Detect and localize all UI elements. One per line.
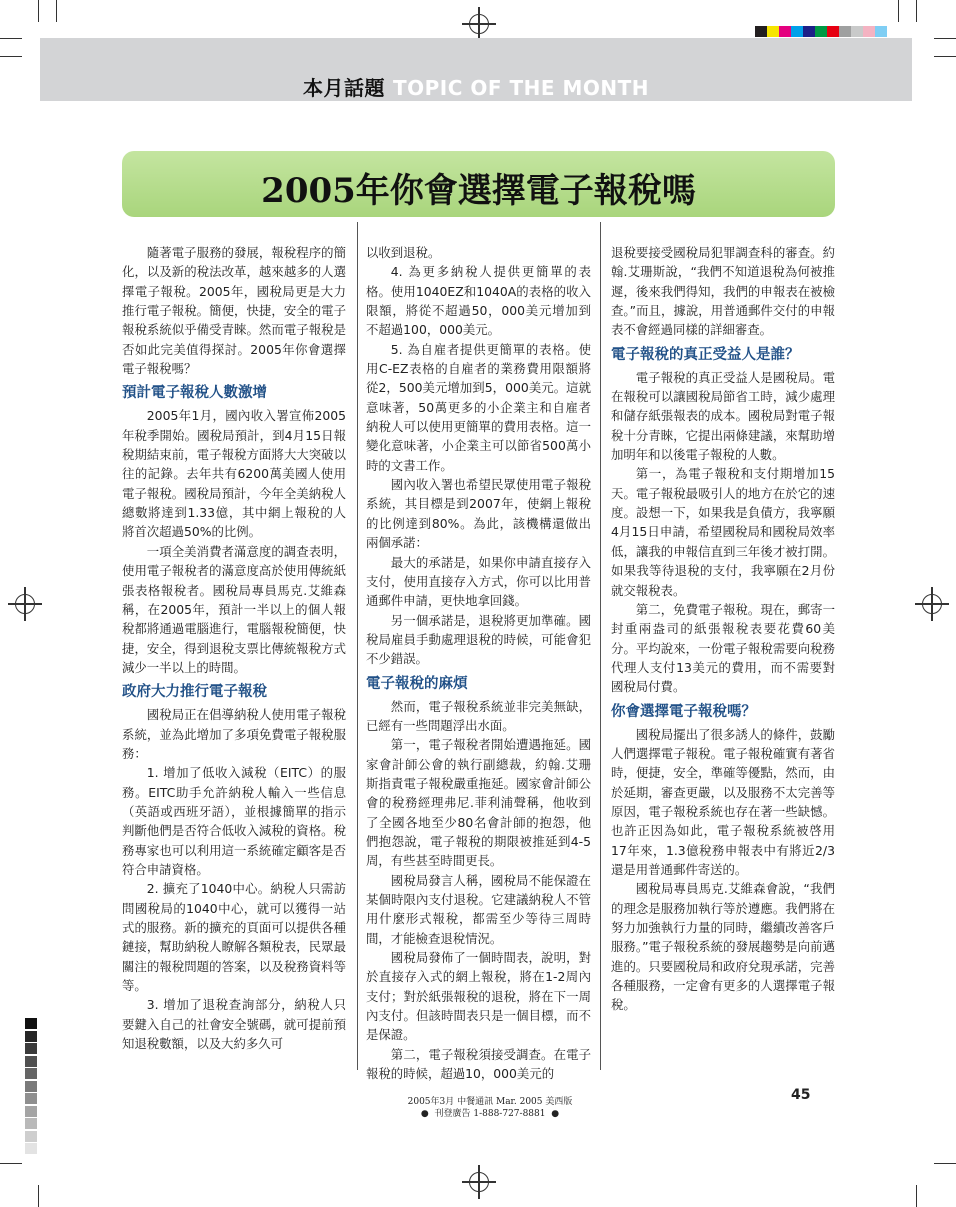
- color-swatch: [851, 26, 863, 37]
- gray-swatch: [25, 1106, 37, 1117]
- gray-swatch: [25, 1018, 37, 1029]
- color-swatch: [803, 26, 815, 37]
- paragraph: 最大的承諾是，如果你申請直接存入支付，使用直接存入方式，你可以比用普通郵件申請，更快地拿回錢。: [366, 554, 591, 609]
- paragraph: 另一個承諾是，退稅將更加準確。國稅局雇員手動處理退稅的時候，可能會犯不少錯誤。: [366, 612, 591, 667]
- ad-text: 刊登廣告 1-888-727-8881: [434, 1109, 546, 1119]
- color-calibration-bar: [755, 26, 887, 37]
- section-heading: 電子報稅的真正受益人是誰？: [611, 346, 800, 363]
- section-heading: 政府大力推行電子報稅: [122, 684, 267, 701]
- gray-swatch: [25, 1068, 37, 1079]
- section-header-title: [40, 72, 912, 101]
- gray-swatch: [25, 1081, 37, 1092]
- paragraph: 退稅要接受國稅局犯罪調查科的審查。約翰.艾珊斯說，“我們不知道退稅為何被推遲，後來我們得知，我們的申報表在被檢查。”而且，據說，用普通郵件交付的申報表不會經過同樣的詳細審查。: [611, 245, 835, 338]
- article-column-2: [366, 243, 591, 1083]
- paragraph: 5. 為自雇者提供更簡單的表格。使用C-EZ表格的自雇者的業務費用限額將從2，500美元增加到5，000美元。這就意味著，50萬更多的小企業主和自雇者納稅人可以使用更簡單的費用表格。這一變化意味著，小企業主可以節省500萬小時的文書工作。: [366, 341, 591, 473]
- color-swatch: [863, 26, 875, 37]
- color-swatch: [875, 26, 887, 37]
- crop-mark: [934, 56, 956, 57]
- crop-mark: [916, 1185, 917, 1207]
- paragraph: 以收到退稅。: [366, 245, 441, 260]
- registration-mark-bottom: [469, 1172, 489, 1192]
- crop-mark: [0, 1163, 22, 1164]
- paragraph: 國稅局專員馬克.艾維森會說，“我們的理念是服務加執行等於遵應。我們將在努力加強執行力量的同時，繼續改善客戶服務。”電子報稅系統的發展趨勢是向前邁進的。只要國稅局和政府兌現承諾，完善各種服務，一定會有更多的人選擇電子報稅。: [611, 881, 835, 1013]
- paragraph: 第二，免費電子報稅。現在，郵寄一封重兩盎司的紙張報稅表要花費60美分。平均說來，一份電子報稅需要向稅務代理人支付13美元的費用，而不需要對國稅局付費。: [611, 601, 835, 695]
- color-swatch: [767, 26, 779, 37]
- crop-mark: [0, 56, 22, 57]
- paragraph: 國稅局擺出了很多誘人的條件，鼓勵人們選擇電子報稅。電子報稅確實有著省時，便捷，安全，準確等優點，然而，由於延期，審查更嚴，以及服務不太完善等原因，電子報稅系統也存在著一些缺憾。也許正因為如此，電子報稅系統被啓用17年來，1.3億稅務申報表中有將近2/3還是用普通郵件寄送的。: [611, 726, 835, 877]
- registration-mark-top: [469, 14, 489, 34]
- paragraph: 國稅局發佈了一個時間表，說明，對於直接存入式的網上報稅，將在1-2周內支付；對於紙張報稅的退稅，將在下一周內支付。但該時間表只是一個目標，而不是保證。: [366, 950, 591, 1043]
- paragraph: 第二，電子報稅須接受調查。在電子報稅的時候，超過10，000美元的: [366, 1046, 591, 1082]
- gray-swatch: [25, 1031, 37, 1042]
- color-swatch: [839, 26, 851, 37]
- color-swatch: [755, 26, 767, 37]
- section-heading: 預計電子報稅人數激增: [122, 385, 267, 402]
- crop-mark: [934, 38, 956, 39]
- paragraph: 電子報稅的真正受益人是國稅局。電在報稅可以讓國稅局節省工時，減少處理和儲存紙張報表的成本。國稅局對電子報稅十分青睞，它提出兩條建議，來幫助增加明年和以後電子報稅的人數。: [611, 369, 835, 463]
- color-swatch: [791, 26, 803, 37]
- crop-mark: [38, 0, 39, 22]
- paragraph: 2005年1月，國內收入署宣佈2005年稅季開始。國稅局預計，到4月15日報稅期結束前，電子報稅方面將大大突破以往的記錄。去年共有6200萬美國人使用電子報稅。國稅局預計，今年全美納稅人總數將達到1.33億，其中網上報稅的人將首次超過50%的比例。: [122, 408, 346, 540]
- paragraph: 3. 增加了退稅查詢部分，納稅人只要鍵入自己的社會安全號碼，就可提前預知退稅數額，以及大約多久可: [122, 997, 346, 1052]
- paragraph: 第一，電子報稅者開始遭遇拖延。國家會計師公會的執行副總裁，約翰.艾珊斯指責電子報稅嚴重拖延。國家會計師公會的稅務經理弗尼.菲利浦聲稱，他收到了全國各地至少80名會計師的抱怨，他們抱怨說，電子報稅的期限被推延到4-5周，有些甚至時間更長。: [366, 737, 591, 869]
- page-number: 45: [791, 1087, 811, 1103]
- crop-mark: [916, 0, 917, 22]
- paragraph: 然而，電子報稅系統並非完美無缺，已經有一些問題浮出水面。: [366, 698, 591, 733]
- color-swatch: [815, 26, 827, 37]
- article-column-1: [122, 243, 346, 1053]
- column-divider: [357, 222, 358, 1070]
- paragraph: 2. 擴充了1040中心。納稅人只需訪問國稅局的1040中心，就可以獲得一站式的服務。新的擴充的頁面可以提供各種鏈接，幫助納稅人瞭解各類稅表，民眾最關注的報稅問題的答案，以及稅務資料等等。: [122, 881, 346, 994]
- gray-swatch: [25, 1118, 37, 1129]
- paragraph: 隨著電子服務的發展，報稅程序的簡化，以及新的稅法改革，越來越多的人選擇電子報稅。2005年，國稅局更是大力推行電子報稅。簡便，快捷，安全的電子報稅系統似乎備受青睞。然而電子報稅是否如此完美值得探討。2005年你會選擇電子報稅嗎？: [122, 245, 346, 377]
- section-heading: 你會選擇電子報稅嗎？: [611, 703, 756, 720]
- article-title-box: [122, 151, 835, 217]
- bullet-icon: ●: [420, 1109, 429, 1119]
- paragraph: 第一，為電子報稅和支付期增加15天。電子報稅最吸引人的地方在於它的速度。設想一下，如果我是負債方，我寧願4月15日申請，希望國稅局和國稅局效率低，讓我的申報信直到三年後才被打開。如果我等待退稅的支付，我寧願在2月份就交報稅表。: [611, 466, 835, 598]
- paragraph: 國內收入署也希望民眾使用電子報稅系統，其目標是到2007年，使網上報稅的比例達到80%。為此，該機構還做出兩個承諾：: [366, 477, 591, 551]
- column-divider: [600, 222, 601, 1070]
- gray-swatch: [25, 1131, 37, 1142]
- gray-swatch: [25, 1143, 37, 1154]
- crop-mark: [0, 38, 22, 39]
- section-heading: 電子報稅的麻煩: [366, 675, 468, 692]
- section-label-chinese: 本月話題: [302, 76, 385, 100]
- bullet-icon: ●: [551, 1109, 560, 1119]
- color-swatch: [779, 26, 791, 37]
- section-header-band: [40, 38, 912, 101]
- registration-mark-right: [922, 594, 942, 614]
- gray-swatch: [25, 1093, 37, 1104]
- gray-swatch: [25, 1043, 37, 1054]
- crop-mark: [38, 1185, 39, 1207]
- issue-text: 2005年3月 中餐通訊 Mar. 2005 美西版: [407, 1097, 573, 1107]
- paragraph: 1. 增加了低收入減稅（EITC）的服務。EITC助手允許納稅人輸入一些信息（英語或西班牙語），並根據簡單的指示判斷他們是否符合低收入減稅的資格。稅務專家也可以利用這一系統確定顧客是否符合申請資格。: [122, 765, 346, 877]
- article-column-3: [611, 243, 835, 1015]
- article-title: 2005年你會選擇電子報稅嗎: [261, 171, 696, 211]
- paragraph: 一項全美消費者滿意度的調查表明，使用電子報稅者的滿意度高於使用傳統紙張表格報稅者。國稅局專員馬克.艾維森稱，在2005年，預計一半以上的個人報稅都將通過電腦進行，電腦報稅簡便，快捷，安全，得到退稅支票比傳統報稅方式減少一半以上的時間。: [122, 543, 346, 675]
- paragraph: 國稅局正在倡導納稅人使用電子報稅系統，並為此增加了多項免費電子報稅服務：: [122, 707, 346, 761]
- footer-issue-line: [300, 1096, 680, 1108]
- paragraph: 國稅局發言人稱，國稅局不能保證在某個時限內支付退稅。它建議納稅人不管用什麼形式報稅，都需至少等待三周時間，才能檢查退稅情況。: [366, 872, 591, 946]
- registration-mark-left: [15, 594, 35, 614]
- color-swatch: [827, 26, 839, 37]
- section-label-english: TOPIC OF THE MONTH: [392, 76, 650, 100]
- crop-mark: [56, 0, 57, 22]
- paragraph: 4. 為更多納稅人提供更簡單的表格。使用1040EZ和1040A的表格的收入限額，將從不超過50，000美元增加到不超過100，000美元。: [366, 264, 591, 338]
- crop-mark: [934, 1163, 956, 1164]
- gray-swatch: [25, 1056, 37, 1067]
- crop-mark: [898, 0, 899, 22]
- footer-ad-line: [300, 1108, 680, 1120]
